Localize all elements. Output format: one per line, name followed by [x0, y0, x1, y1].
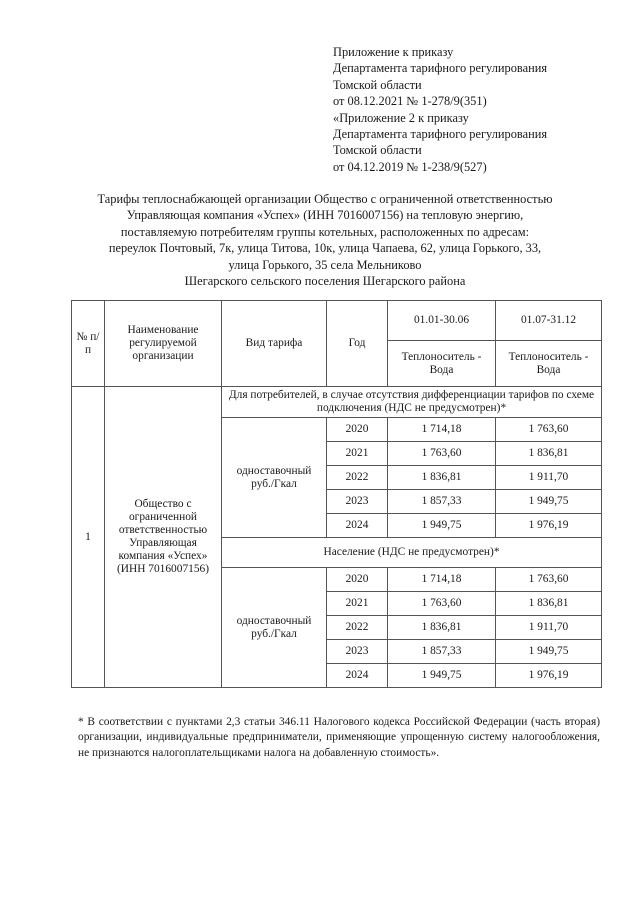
- value-h1: 1 836,81: [388, 616, 496, 640]
- appendix-line: Томской области: [333, 77, 422, 92]
- appendix-line: Департамента тарифного регулирования: [333, 61, 548, 76]
- table-header-row: [72, 301, 602, 341]
- section-heading: Для потребителей, в случае отсутствия дифференциации тарифов по схеме подключения (НДС не предусмотрен)*: [222, 387, 602, 418]
- section-heading: Население (НДС не предусмотрен)*: [222, 538, 602, 568]
- header-num: № п/п: [72, 301, 105, 387]
- section-heading-row: [72, 387, 602, 418]
- header-carrier-1: Теплоноситель - Вода: [388, 341, 496, 387]
- tariff-table: [71, 300, 602, 688]
- value-h1: 1 714,18: [388, 568, 496, 592]
- value-h2: 1 911,70: [496, 616, 602, 640]
- value-h2: 1 911,70: [496, 466, 602, 490]
- value-h2: 1 836,81: [496, 592, 602, 616]
- header-tariff-type: Вид тарифа: [222, 301, 327, 387]
- year-cell: 2023: [327, 490, 388, 514]
- title-line: Управляющая компания «Успех» (ИНН 7016007156) на тепловую энергию,: [126, 208, 524, 223]
- appendix-line: от 04.12.2019 № 1-238/9(527): [333, 159, 487, 174]
- value-h1: 1 857,33: [388, 640, 496, 664]
- organization-name: Общество с ограниченной ответственностью Управляющая компания «Успех» (ИНН 7016007156): [105, 387, 222, 688]
- value-h2: 1 836,81: [496, 442, 602, 466]
- value-h2: 1 949,75: [496, 640, 602, 664]
- document-title: [60, 191, 590, 289]
- header-carrier-2: Теплоноситель - Вода: [496, 341, 602, 387]
- year-cell: 2021: [327, 592, 388, 616]
- value-h1: 1 949,75: [388, 664, 496, 688]
- header-period-1: 01.01-30.06: [388, 301, 496, 341]
- value-h2: 1 976,19: [496, 664, 602, 688]
- title-line: поставляемую потребителям группы котельных, расположенных по адресам:: [120, 224, 530, 239]
- year-cell: 2021: [327, 442, 388, 466]
- value-h2: 1 976,19: [496, 514, 602, 538]
- title-line: Тарифы теплоснабжающей организации Общество с ограниченной ответственностью: [97, 192, 553, 206]
- footnote: * В соответствии с пунктами 2,3 статьи 346.11 Налогового кодекса Российской Федерации (часть вторая) организации, индивидуальные предприниматели, применяющие упрощенную систему налогообложения, не признаются налогоплательщиками налога на добавленную стоимость».: [78, 716, 600, 759]
- value-h1: 1 763,60: [388, 442, 496, 466]
- value-h1: 1 836,81: [388, 466, 496, 490]
- year-cell: 2022: [327, 466, 388, 490]
- tariff-type-cell: одноставочный руб./Гкал: [222, 418, 327, 538]
- year-cell: 2024: [327, 514, 388, 538]
- year-cell: 2020: [327, 418, 388, 442]
- appendix-line: от 08.12.2021 № 1-278/9(351): [333, 94, 487, 109]
- title-line: улица Горького, 35 села Мельниково: [228, 257, 422, 272]
- tariff-type-cell: одноставочный руб./Гкал: [222, 568, 327, 688]
- appendix-line: «Приложение 2 к приказу: [333, 110, 469, 125]
- value-h1: 1 714,18: [388, 418, 496, 442]
- appendix-line: Томской области: [333, 143, 422, 158]
- appendix-line: Приложение к приказу: [333, 45, 454, 59]
- title-line: переулок Почтовый, 7к, улица Титова, 10к, улица Чапаева, 62, улица Горького, 33,: [108, 241, 542, 256]
- title-line: Шегарского сельского поселения Шегарского района: [184, 274, 466, 289]
- header-year: Год: [327, 301, 388, 387]
- appendix-block: [333, 44, 633, 175]
- year-cell: 2020: [327, 568, 388, 592]
- value-h2: 1 949,75: [496, 490, 602, 514]
- header-period-2: 01.07-31.12: [496, 301, 602, 341]
- value-h1: 1 949,75: [388, 514, 496, 538]
- value-h2: 1 763,60: [496, 568, 602, 592]
- value-h1: 1 857,33: [388, 490, 496, 514]
- value-h2: 1 763,60: [496, 418, 602, 442]
- row-number: 1: [72, 387, 105, 688]
- value-h1: 1 763,60: [388, 592, 496, 616]
- year-cell: 2024: [327, 664, 388, 688]
- year-cell: 2022: [327, 616, 388, 640]
- year-cell: 2023: [327, 640, 388, 664]
- appendix-line: Департамента тарифного регулирования: [333, 127, 548, 142]
- header-org: Наименование регулируемой организации: [105, 301, 222, 387]
